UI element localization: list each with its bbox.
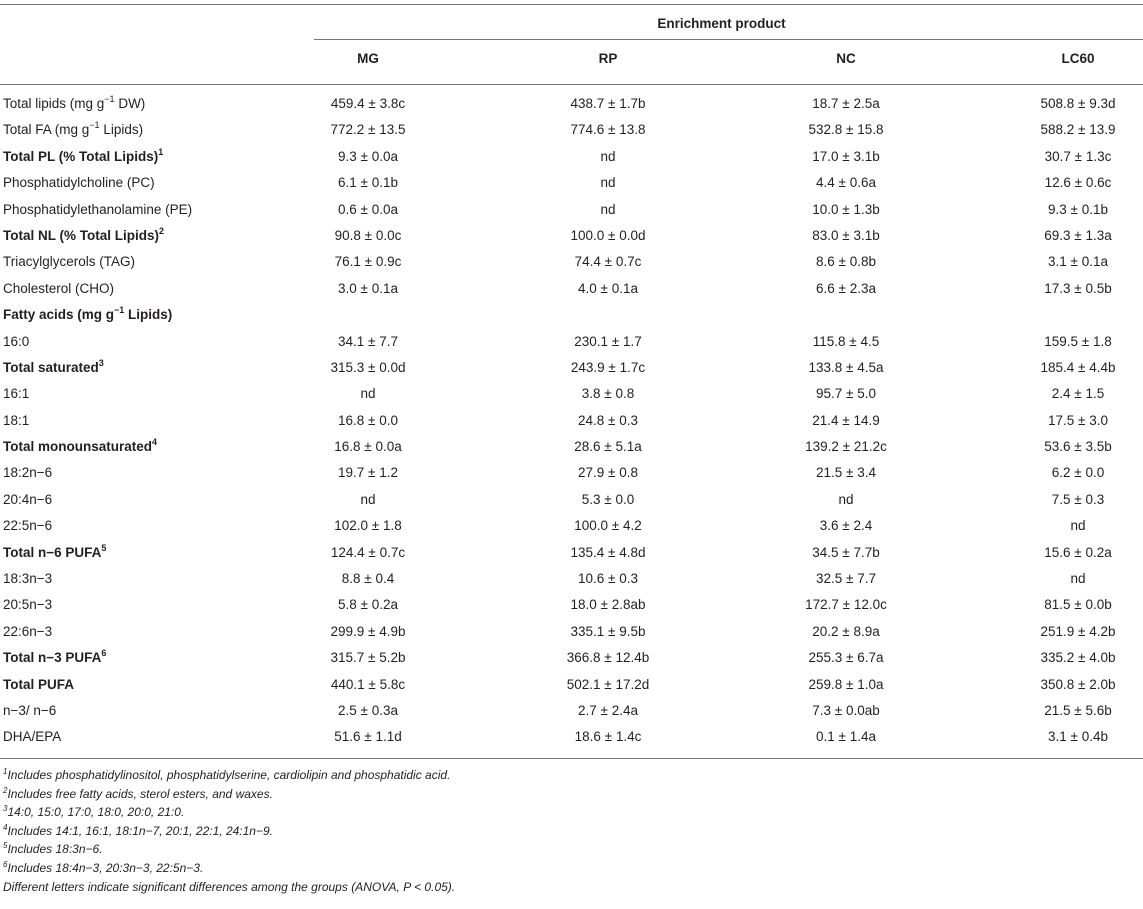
table-cell-mg: 772.2 ± 13.5	[330, 122, 406, 138]
row-label: 22:6n−3	[3, 623, 53, 639]
row-label: 18:2n−6	[3, 465, 53, 481]
table-row	[0, 408, 1143, 434]
table-cell-lc60: 350.8 ± 2.0b	[1040, 676, 1116, 692]
table-cell-mg: 90.8 ± 0.0c	[334, 227, 402, 243]
table-row	[0, 381, 1143, 407]
row-label: Total NL (% Total Lipids)$^2$	[3, 225, 165, 243]
table-row	[0, 619, 1143, 645]
footnote-marker: 4	[152, 437, 158, 448]
table-cell-mg: 299.9 ± 4.9b	[330, 623, 406, 639]
table-cell-nc: 32.5 ± 7.7	[816, 571, 876, 587]
table-cell-rp: 18.6 ± 1.4c	[574, 729, 642, 745]
footnote	[3, 840, 1133, 859]
table-cell-mg: 8.8 ± 0.4	[341, 571, 395, 587]
footnote	[3, 766, 1133, 785]
row-label: 22:5n−6	[3, 518, 53, 534]
table-row	[0, 672, 1143, 698]
table-bottom-rule	[0, 758, 1143, 759]
table-cell-mg: nd	[360, 491, 376, 507]
footnote-marker: 5	[101, 542, 107, 553]
row-label: 18:1	[3, 412, 30, 428]
row-label: Phosphatidylcholine (PC)	[3, 175, 155, 191]
table-row	[0, 592, 1143, 618]
table-row	[0, 540, 1143, 566]
row-label: 16:1	[3, 386, 30, 402]
footnote-text: 14:0, 15:0, 17:0, 18:0, 20:0, 21:0.	[7, 805, 185, 820]
table-cell-lc60: 185.4 ± 4.4b	[1040, 359, 1116, 375]
row-label: Fatty acids (mg $g^{-1}$ Lipids)	[3, 305, 173, 323]
table-row	[0, 302, 1143, 328]
table-cell-nc: 259.8 ± 1.0a	[808, 676, 884, 692]
table-cell-nc: 6.6 ± 2.3a	[816, 280, 876, 296]
table-cell-lc60: 15.6 ± 0.2a	[1044, 544, 1112, 560]
table-row	[0, 724, 1143, 750]
table-row	[0, 645, 1143, 671]
footnote-text: Includes 14:1, 16:1, 18:1n−7, 20:1, 22:1, 24:1n−9.	[7, 823, 273, 838]
table-cell-mg: 3.0 ± 0.1a	[338, 280, 398, 296]
table-cell-rp: 74.4 ± 0.7c	[574, 254, 642, 270]
table-cell-mg: 124.4 ± 0.7c	[330, 544, 406, 560]
table-body	[0, 91, 1143, 751]
row-label: Total PL (% Total Lipids)$^1$	[3, 146, 164, 164]
footnote	[3, 878, 1133, 897]
footnote-marker: 2	[159, 225, 165, 236]
table-cell-rp: 243.9 ± 1.7c	[570, 359, 646, 375]
table-cell-lc60: 9.3 ± 0.1b	[1048, 201, 1108, 217]
header-bottom-rule	[0, 84, 1143, 85]
table-cell-lc60: 81.5 ± 0.0b	[1044, 597, 1112, 613]
table-cell-rp: 18.0 ± 2.8ab	[570, 597, 646, 613]
row-label: Total FA (mg $g^{-1}$ Lipids)	[3, 120, 144, 138]
table-cell-nc: 21.4 ± 14.9	[812, 412, 880, 428]
table-row	[0, 566, 1143, 592]
table-cell-lc60: 6.2 ± 0.0	[1051, 465, 1105, 481]
table-cell-lc60: 21.5 ± 5.6b	[1044, 702, 1112, 718]
table-cell-nc: 0.1 ± 1.4a	[816, 729, 876, 745]
table-row	[0, 513, 1143, 539]
column-header-lc60: LC60	[1061, 51, 1095, 66]
footnote-text: Includes 18:3n−6.	[7, 842, 103, 857]
table-cell-nc: 139.2 ± 21.2c	[805, 439, 887, 455]
table-cell-mg: 459.4 ± 3.8c	[330, 96, 406, 111]
table-cell-lc60: 159.5 ± 1.8	[1044, 333, 1112, 349]
table-cell-mg: 2.5 ± 0.3a	[338, 702, 398, 718]
footnote-text: Includes phosphatidylinositol, phosphatidylserine, cardiolipin and phosphatidic acid.	[7, 768, 451, 782]
table-cell-nc: 18.7 ± 2.5a	[812, 96, 880, 111]
table-cell-lc60: 53.6 ± 3.5b	[1044, 439, 1112, 455]
footnote-text: Different letters indicate significant differences among the groups (ANOVA, P < 0.05).	[3, 879, 456, 894]
table-row	[0, 355, 1143, 381]
table-cell-lc60: nd	[1070, 518, 1086, 534]
table-cell-rp: 335.1 ± 9.5b	[570, 623, 646, 639]
footnote	[3, 785, 1133, 804]
table-cell-mg: 16.8 ± 0.0a	[334, 439, 402, 455]
footnote-text: Includes free fatty acids, sterol esters, and waxes.	[7, 786, 273, 801]
table-cell-rp: nd	[600, 175, 616, 191]
table-cell-nc: 115.8 ± 4.5	[812, 333, 880, 349]
footnote	[3, 822, 1133, 841]
table-cell-nc: 172.7 ± 12.0c	[805, 597, 887, 613]
table-cell-rp: 100.0 ± 0.0d	[570, 227, 646, 243]
footnote-mark: 1	[3, 767, 8, 776]
row-label: 20:5n−3	[3, 597, 53, 613]
row-label: 18:3n−3	[3, 571, 53, 587]
row-label: Cholesterol (CHO)	[3, 280, 115, 296]
table-cell-mg: 19.7 ± 1.2	[338, 465, 398, 481]
table-row	[0, 276, 1143, 302]
table-cell-mg: 440.1 ± 5.8c	[330, 676, 406, 692]
column-header-mg: MG	[357, 51, 379, 66]
table-cell-nc: 3.6 ± 2.4	[819, 518, 873, 534]
row-label: Total lipids (mg $g^{-1}$ DW)	[3, 94, 146, 111]
table-cell-rp: nd	[600, 148, 616, 164]
table-cell-rp: 366.8 ± 12.4b	[566, 650, 650, 666]
table-row	[0, 249, 1143, 275]
table-cell-mg: 16.8 ± 0.0	[338, 412, 398, 428]
row-label: 20:4n−6	[3, 491, 53, 507]
table-cell-rp: 502.1 ± 17.2d	[566, 676, 650, 692]
table-cell-nc: 4.4 ± 0.6a	[816, 175, 876, 191]
table-row	[0, 197, 1143, 223]
table-cell-rp: 438.7 ± 1.7b	[570, 96, 646, 111]
table-cell-rp: 774.6 ± 13.8	[570, 122, 646, 138]
table-cell-nc: 17.0 ± 3.1b	[812, 148, 880, 164]
table-row	[0, 223, 1143, 249]
footnote-marker: 3	[98, 357, 104, 368]
table-cell-nc: 10.0 ± 1.3b	[812, 201, 880, 217]
table-cell-nc: 133.8 ± 4.5a	[808, 359, 884, 375]
footnote-text: Includes 18:4n−3, 20:3n−3, 22:5n−3.	[7, 860, 204, 875]
table-cell-nc: 532.8 ± 15.8	[808, 122, 884, 138]
table-row	[0, 698, 1143, 724]
row-label: Total monounsaturated$^4$	[3, 437, 158, 455]
table-cell-mg: 9.3 ± 0.0a	[338, 148, 398, 164]
table-cell-lc60: 335.2 ± 4.0b	[1040, 650, 1116, 666]
table-cell-lc60: 30.7 ± 1.3c	[1044, 148, 1112, 164]
column-header-rp: RP	[598, 51, 618, 66]
spanning-header: Enrichment product	[657, 16, 786, 31]
row-label: Phosphatidylethanolamine (PE)	[3, 201, 193, 217]
table-cell-lc60: 3.1 ± 0.1a	[1048, 254, 1108, 270]
table-cell-lc60: nd	[1070, 571, 1086, 587]
table-cell-lc60: 3.1 ± 0.4b	[1048, 729, 1108, 745]
table-cell-mg: nd	[360, 386, 376, 402]
footnote-mark: 5	[3, 841, 8, 851]
row-label: Total saturated$^3$	[3, 357, 104, 375]
table-cell-mg: 6.1 ± 0.1b	[338, 175, 398, 191]
table-cell-mg: 5.8 ± 0.2a	[338, 597, 398, 613]
table-row	[0, 117, 1143, 143]
table-cell-nc: nd	[838, 491, 854, 507]
table-cell-rp: 5.3 ± 0.0	[581, 491, 635, 507]
table-cell-rp: 135.4 ± 4.8d	[570, 544, 646, 560]
table-row	[0, 434, 1143, 460]
table-cell-rp: 28.6 ± 5.1a	[574, 439, 642, 455]
table-cell-rp: nd	[600, 201, 616, 217]
table-cell-rp: 230.1 ± 1.7	[574, 333, 642, 349]
table-cell-lc60: 7.5 ± 0.3	[1051, 491, 1105, 507]
table-cell-nc: 34.5 ± 7.7b	[812, 544, 880, 560]
row-label: 16:0	[3, 333, 30, 349]
table-cell-rp: 27.9 ± 0.8	[578, 465, 638, 481]
table-row	[0, 91, 1143, 117]
table-cell-mg: 0.6 ± 0.0a	[338, 201, 398, 217]
table-cell-lc60: 251.9 ± 4.2b	[1040, 623, 1116, 639]
table-cell-mg: 34.1 ± 7.7	[338, 333, 398, 349]
row-label: Total PUFA	[3, 676, 75, 692]
table-cell-nc: 255.3 ± 6.7a	[808, 650, 884, 666]
row-label: DHA/EPA	[3, 729, 62, 745]
footnote-marker: 6	[101, 648, 107, 659]
row-label: Total n−3 PUFA$^6$	[3, 648, 107, 666]
table-cell-lc60: 17.5 ± 3.0	[1048, 412, 1108, 428]
row-label: Triacylglycerols (TAG)	[3, 254, 136, 270]
table-row	[0, 170, 1143, 196]
table-cell-lc60: 588.2 ± 13.9	[1040, 122, 1116, 138]
footnotes	[3, 766, 1133, 896]
table-row	[0, 329, 1143, 355]
table-cell-lc60: 12.6 ± 0.6c	[1044, 175, 1112, 191]
table-cell-rp: 2.7 ± 2.4a	[578, 702, 638, 718]
footnote-marker: 1	[158, 146, 164, 157]
table-row	[0, 460, 1143, 486]
table-cell-rp: 100.0 ± 4.2	[574, 518, 642, 534]
footnote-mark: 2	[3, 785, 8, 795]
table-row	[0, 144, 1143, 170]
table-cell-nc: 95.7 ± 5.0	[816, 386, 876, 402]
spanning-header-rule	[314, 39, 1143, 40]
table-cell-nc: 20.2 ± 8.9a	[812, 623, 880, 639]
row-label: Total n−6 PUFA$^5$	[3, 542, 107, 560]
table-top-rule	[0, 4, 1143, 5]
footnote-mark: 4	[3, 822, 8, 832]
table-cell-nc: 83.0 ± 3.1b	[812, 227, 880, 243]
column-header-nc: NC	[836, 51, 856, 66]
table-cell-lc60: 508.8 ± 9.3d	[1040, 96, 1116, 111]
footnote-mark: 3	[3, 804, 8, 814]
table-cell-mg: 51.6 ± 1.1d	[334, 729, 402, 745]
table-cell-lc60: 69.3 ± 1.3a	[1044, 227, 1112, 243]
table-cell-lc60: 17.3 ± 0.5b	[1044, 280, 1112, 296]
table-cell-nc: 7.3 ± 0.0ab	[812, 702, 880, 718]
table-cell-rp: 3.8 ± 0.8	[581, 386, 635, 402]
table-cell-rp: 4.0 ± 0.1a	[578, 280, 638, 296]
table-cell-nc: 8.6 ± 0.8b	[816, 254, 876, 270]
footnote	[3, 859, 1133, 878]
table-cell-mg: 76.1 ± 0.9c	[334, 254, 402, 270]
table-cell-mg: 315.3 ± 0.0d	[330, 359, 406, 375]
footnote-mark: 6	[3, 859, 8, 869]
table-cell-mg: 102.0 ± 1.8	[334, 518, 402, 534]
table-cell-rp: 24.8 ± 0.3	[578, 412, 638, 428]
table-cell-lc60: 2.4 ± 1.5	[1051, 386, 1105, 402]
row-label: n−3/ n−6	[3, 702, 57, 718]
table-row	[0, 487, 1143, 513]
table-cell-rp: 10.6 ± 0.3	[578, 571, 638, 587]
table-cell-mg: 315.7 ± 5.2b	[330, 650, 406, 666]
footnote	[3, 803, 1133, 822]
table-cell-nc: 21.5 ± 3.4	[816, 465, 876, 481]
